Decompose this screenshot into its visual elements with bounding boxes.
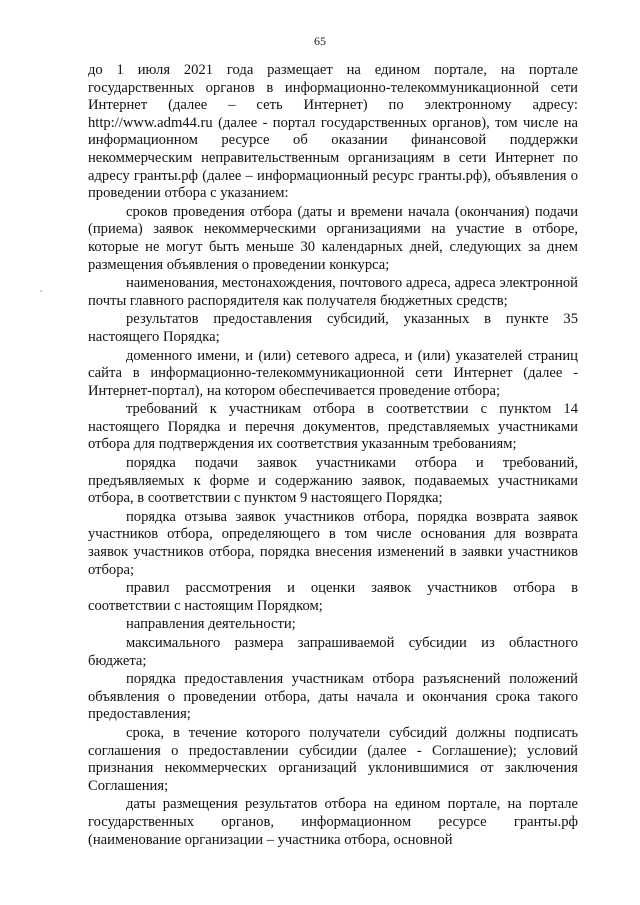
paragraph-item: срока, в течение которого получатели субсидий должны подписать соглашения о предоставлении субсидии (далее - Соглашение); условий признания некоммерческих организаций уклонившимися от заключения Соглашения;	[88, 724, 578, 794]
page-number: 65	[314, 34, 326, 48]
paragraph-item: порядка подачи заявок участниками отбора и требований, предъявляемых к форме и содержанию заявок, подаваемых участниками отбора, в соответствии с пунктом 9 настоящего Порядка;	[88, 455, 578, 507]
paragraph-item: доменного имени, и (или) сетевого адреса, и (или) указателей страниц сайта в информационно-телекоммуникационной сети Интернет (далее - Интернет-портал), на котором обеспечивается проведение отбора;	[88, 347, 578, 399]
paragraph-item: правил рассмотрения и оценки заявок участников отбора в соответствии с настоящим Порядком;	[88, 580, 578, 614]
paragraph-item: направления деятельности;	[126, 616, 296, 633]
scan-speck	[40, 290, 42, 292]
paragraph-item: даты размещения результатов отбора на едином портале, на портале государственных органов, информационном ресурсе гранты.рф (наименование организации – участника отбора, основной	[88, 796, 578, 848]
paragraph-item: максимального размера запрашиваемой субсидии из областного бюджета;	[88, 635, 578, 669]
paragraph-item: сроков проведения отбора (даты и времени начала (окончания) подачи (приема) заявок некоммерческими организациями на участие в отборе, которые не могут быть меньше 30 календарных дней, следующих за днем размещения объявления о проведении конкурса;	[88, 203, 578, 273]
paragraph-item: наименования, местонахождения, почтового адреса, адреса электронной почты главного распорядителя как получателя бюджетных средств;	[88, 275, 578, 309]
paragraph-item: требований к участникам отбора в соответствии с пунктом 14 настоящего Порядка и перечня документов, представляемых участниками отбора для подтверждения их соответствия указанным требованиям;	[88, 401, 578, 453]
paragraph-item: порядка предоставления участникам отбора разъяснений положений объявления о проведении отбора, даты начала и окончания срока такого предоставления;	[88, 671, 578, 723]
paragraph-item: порядка отзыва заявок участников отбора, порядка возврата заявок участников отбора, определяющего в том числе основания для возврата заявок участников отбора, порядка внесения изменений в заявки участников отбора;	[88, 508, 578, 578]
paragraph-intro: до 1 июля 2021 года размещает на едином портале, на портале государственных органов в информационно-телекоммуникационной сети Интернет (далее – сеть Интернет) по электронному адресу: http://www.adm44.ru (далее - портал государственных органов), том числе на информационном ресурсе об оказании финансовой поддержки некоммерческим неправительственным организациям в сети Интернет по адресу гранты.рф (далее – информационный ресурс гранты.рф), объявления о проведении отбора с указанием:	[88, 62, 578, 202]
paragraph-item: результатов предоставления субсидий, указанных в пункте 35 настоящего Порядка;	[88, 311, 578, 345]
document-body	[88, 62, 578, 849]
